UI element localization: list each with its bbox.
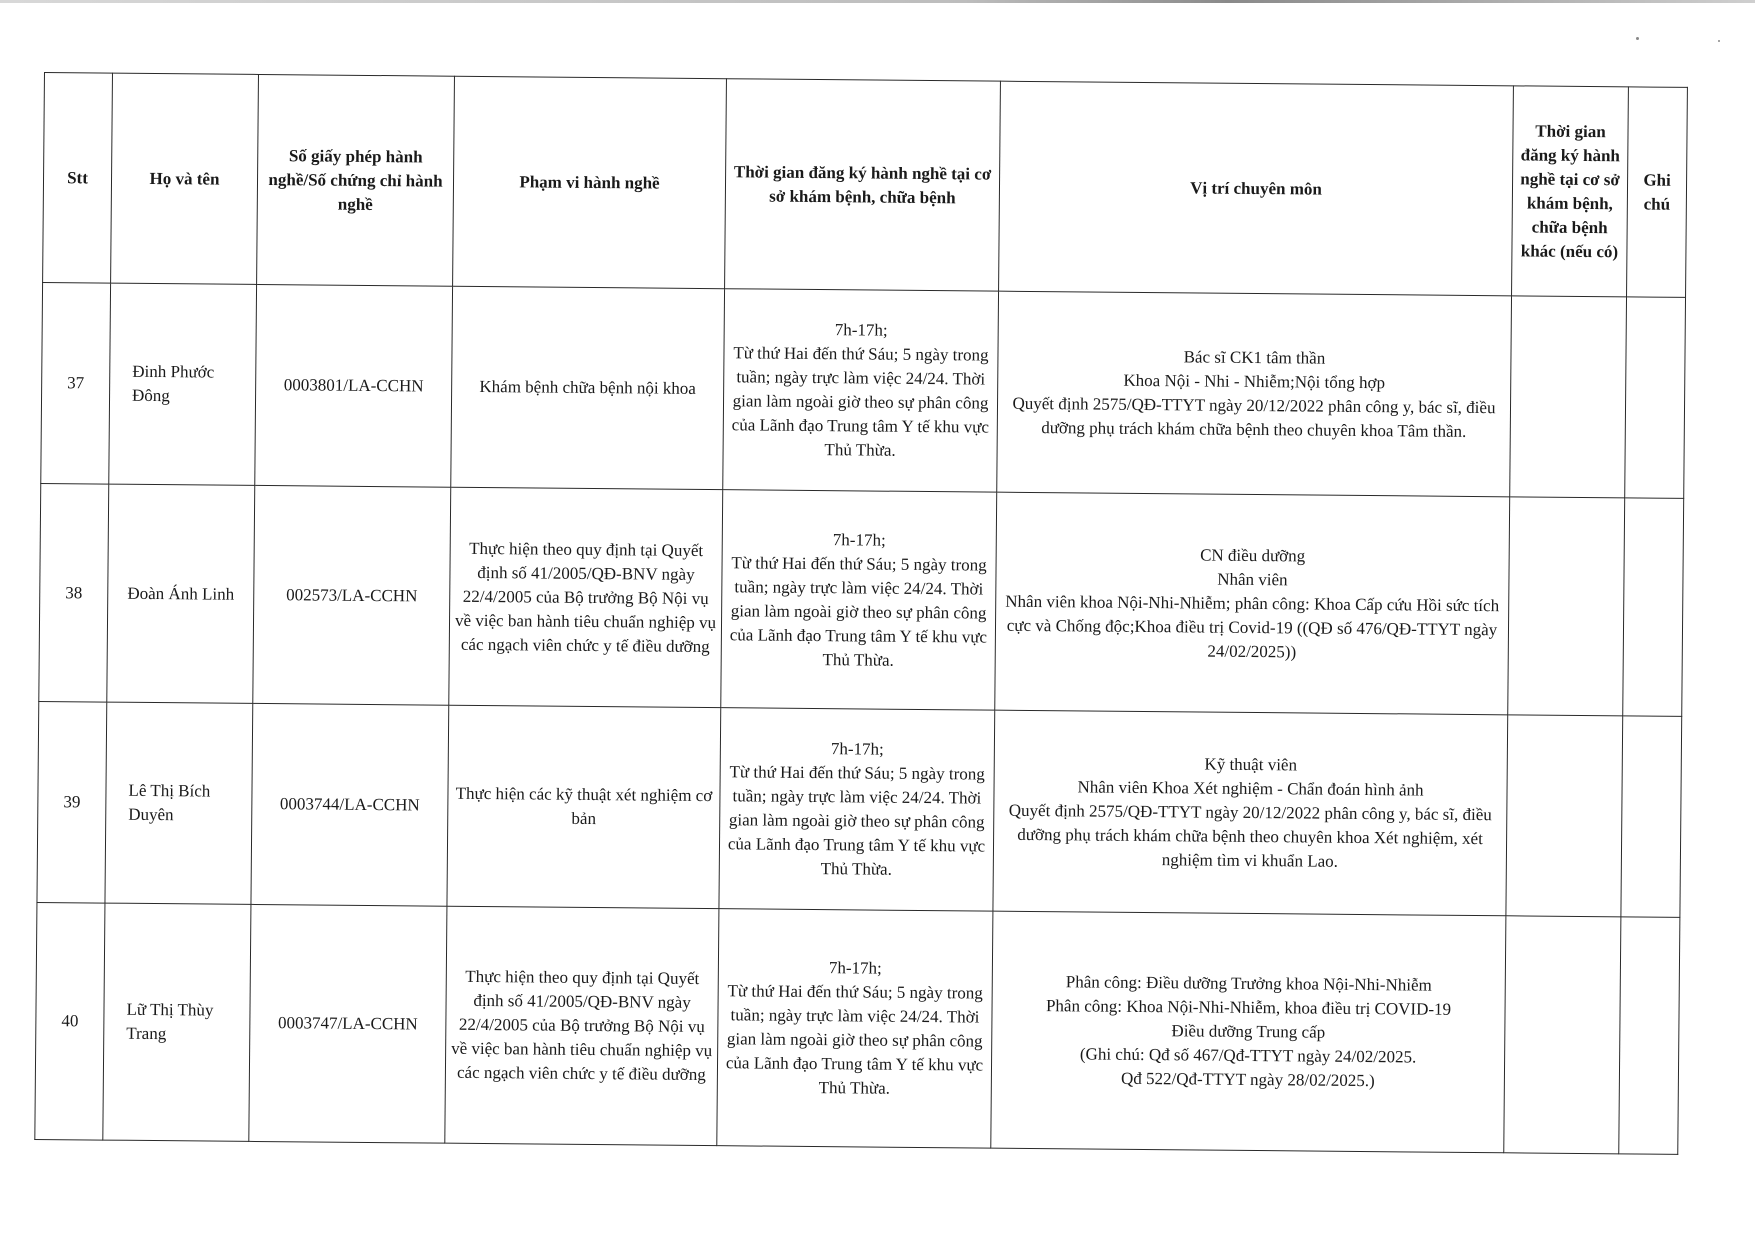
- cell-note: [1619, 917, 1680, 1155]
- cell-stt: 39: [37, 701, 107, 903]
- cell-scope: Thực hiện các kỹ thuật xét nghiệm cơ bản: [447, 705, 721, 908]
- cell-license: 002573/LA-CCHN: [253, 485, 451, 705]
- cell-note: [1625, 297, 1686, 499]
- cell-scope: Khám bệnh chữa bệnh nội khoa: [451, 286, 725, 489]
- practitioner-table: [34, 72, 1688, 1155]
- table-row: [35, 902, 1680, 1154]
- cell-scope: Thực hiện theo quy định tại Quyết định số 41/2005/QĐ-BNV ngày 22/4/2005 của Bộ trưởng Bộ Nội vụ về việc ban hành tiêu chuẩn nghiệp vụ các ngạch viên chức y tế điều dưỡng: [445, 906, 719, 1145]
- header-license: Số giấy phép hành nghề/Số chứng chỉ hành nghề: [257, 74, 455, 286]
- cell-time: 7h-17h; Từ thứ Hai đến thứ Sáu; 5 ngày trong tuần; ngày trực làm việc 24/24. Thời gian làm ngoài giờ theo sự phân công của Lãnh đạo Trung tâm Y tế khu vực Thủ Thừa.: [721, 490, 997, 710]
- cell-position: Kỹ thuật viên Nhân viên Khoa Xét nghiệm - Chẩn đoán hình ảnh Quyết định 2575/QĐ-TTYT ngày 20/12/2022 phân công y, bác sĩ, điều dưỡng phụ trách khám chữa bệnh theo chuyên khoa Xét nghiệm, xét nghiệm tìm vi khuẩn Lao.: [993, 710, 1508, 916]
- cell-stt: 40: [35, 902, 105, 1140]
- cell-name: Lữ Thị Thùy Trang: [103, 903, 251, 1141]
- table-header-row: [43, 73, 1688, 298]
- scan-speck: [1718, 40, 1720, 42]
- cell-scope: Thực hiện theo quy định tại Quyết định số 41/2005/QĐ-BNV ngày 22/4/2005 của Bộ trưởng Bộ Nội vụ về việc ban hành tiêu chuẩn nghiệp vụ các ngạch viên chức y tế điều dưỡng: [449, 487, 723, 707]
- header-scope: Phạm vi hành nghề: [453, 76, 727, 288]
- scan-edge: [0, 0, 1755, 3]
- cell-other-time: [1508, 497, 1625, 716]
- cell-position: Bác sĩ CK1 tâm thần Khoa Nội - Nhi - Nhiễm;Nội tổng hợp Quyết định 2575/QĐ-TTYT ngày 20/12/2022 phân công y, bác sĩ, điều dưỡng phụ trách khám chữa bệnh theo chuyên khoa Tâm thần.: [997, 291, 1512, 497]
- cell-note: [1623, 498, 1684, 717]
- cell-position: Phân công: Điều dưỡng Trưởng khoa Nội-Nhi-Nhiễm Phân công: Khoa Nội-Nhi-Nhiễm, khoa điều trị COVID-19 Điều dưỡng Trung cấp (Ghi chú: Qđ số 467/Qđ-TTYT ngày 24/02/2025. Qđ 522/Qđ-TTYT ngày 28/02/2025.): [991, 911, 1506, 1153]
- cell-other-time: [1510, 296, 1627, 498]
- cell-license: 0003744/LA-CCHN: [251, 703, 449, 906]
- table-row: [41, 282, 1686, 498]
- cell-name: Đinh Phước Đông: [109, 283, 257, 485]
- header-time: Thời gian đăng ký hành nghề tại cơ sở khám bệnh, chữa bệnh: [725, 79, 1001, 291]
- cell-license: 0003801/LA-CCHN: [255, 284, 453, 487]
- cell-time: 7h-17h; Từ thứ Hai đến thứ Sáu; 5 ngày trong tuần; ngày trực làm việc 24/24. Thời gian làm ngoài giờ theo sự phân công của Lãnh đạo Trung tâm Y tế khu vực Thủ Thừa.: [719, 708, 995, 911]
- header-other-time: Thời gian đăng ký hành nghề tại cơ sở khám bệnh, chữa bệnh khác (nếu có): [1512, 86, 1629, 297]
- cell-note: [1621, 716, 1682, 918]
- header-note: Ghi chú: [1627, 87, 1688, 298]
- cell-position: CN điều dưỡng Nhân viên Nhân viên khoa Nội-Nhi-Nhiễm; phân công: Khoa Cấp cứu Hồi sức tích cực và Chống độc;Khoa điều trị Covid-19 ((QĐ số 476/QĐ-TTYT ngày 24/02/2025)): [995, 492, 1510, 715]
- scan-speck: [1636, 37, 1639, 40]
- table-row: [37, 701, 1682, 917]
- cell-stt: 38: [39, 483, 109, 702]
- cell-time: 7h-17h; Từ thứ Hai đến thứ Sáu; 5 ngày trong tuần; ngày trực làm việc 24/24. Thời gian làm ngoài giờ theo sự phân công của Lãnh đạo Trung tâm Y tế khu vực Thủ Thừa.: [717, 909, 993, 1148]
- header-position: Vị trí chuyên môn: [999, 81, 1514, 296]
- header-stt: Stt: [43, 73, 113, 284]
- cell-time: 7h-17h; Từ thứ Hai đến thứ Sáu; 5 ngày trong tuần; ngày trực làm việc 24/24. Thời gian làm ngoài giờ theo sự phân công của Lãnh đạo Trung tâm Y tế khu vực Thủ Thừa.: [723, 289, 999, 492]
- cell-license: 0003747/LA-CCHN: [249, 904, 447, 1143]
- cell-stt: 37: [41, 282, 111, 484]
- cell-other-time: [1506, 715, 1623, 917]
- cell-name: Lê Thị Bích Duyên: [105, 702, 253, 904]
- cell-other-time: [1504, 916, 1621, 1154]
- header-name: Họ và tên: [111, 73, 259, 284]
- table-row: [39, 483, 1684, 716]
- cell-name: Đoàn Ánh Linh: [107, 484, 255, 703]
